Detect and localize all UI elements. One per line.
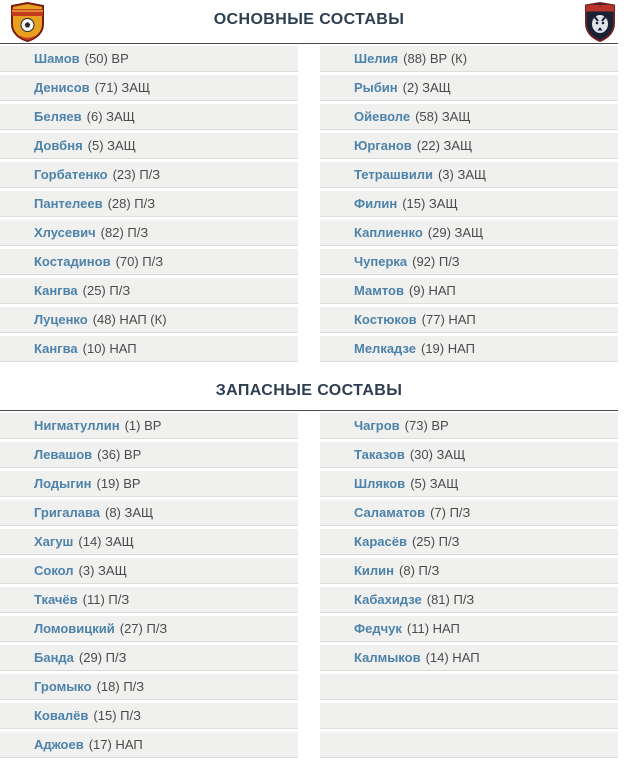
player-name-link[interactable]: Нигматуллин <box>34 418 120 433</box>
away-team-main-lineup <box>320 46 618 365</box>
player-number-position: (2) ЗАЩ <box>402 80 451 95</box>
player-row <box>0 75 298 101</box>
section-reserve-squads <box>0 365 618 761</box>
player-number-position: (25) П/З <box>411 534 460 549</box>
player-row <box>320 336 618 362</box>
player-name-link[interactable]: Хлусевич <box>34 225 96 240</box>
player-name-link[interactable]: Саламатов <box>354 505 426 520</box>
player-number-position: (48) НАП (К) <box>92 312 167 327</box>
reserve-squads-columns <box>0 413 618 761</box>
player-name-link[interactable]: Довбня <box>34 138 83 153</box>
player-row <box>320 278 618 304</box>
player-number-position: (9) НАП <box>408 283 456 298</box>
player-name-link[interactable]: Кангва <box>34 341 78 356</box>
player-row <box>320 133 618 159</box>
player-name-link[interactable]: Шелия <box>354 51 399 66</box>
player-row <box>0 336 298 362</box>
player-name-link[interactable]: Федчук <box>354 621 402 636</box>
player-row <box>0 732 298 758</box>
home-team-main-lineup <box>0 46 298 365</box>
main-squads-title: ОСНОВНЫЕ СОСТАВЫ <box>213 11 405 28</box>
player-number-position: (5) ЗАЩ <box>410 476 459 491</box>
player-name-link[interactable]: Калмыков <box>354 650 421 665</box>
player-number-position: (92) П/З <box>412 254 460 269</box>
player-row <box>320 162 618 188</box>
player-number-position: (8) П/З <box>399 563 440 578</box>
player-name-link[interactable]: Ойеволе <box>354 109 411 124</box>
player-name-link[interactable]: Ковалёв <box>34 708 89 723</box>
player-name-link[interactable]: Кабахидзе <box>354 592 422 607</box>
player-row <box>320 307 618 333</box>
player-number-position: (22) ЗАЩ <box>416 138 473 153</box>
player-number-position: (88) ВР (К) <box>403 51 468 66</box>
player-number-position: (3) ЗАЩ <box>437 167 487 182</box>
player-name-link[interactable]: Кангва <box>34 283 78 298</box>
player-row <box>320 413 618 439</box>
player-row <box>0 220 298 246</box>
player-name-link[interactable]: Хагуш <box>34 534 74 549</box>
home-team-reserve-lineup <box>0 413 298 761</box>
player-number-position: (71) ЗАЩ <box>94 80 151 95</box>
player-number-position: (8) ЗАЩ <box>105 505 154 520</box>
player-row <box>320 645 618 671</box>
player-name-link[interactable]: Банда <box>34 650 74 665</box>
player-number-position: (29) ЗАЩ <box>427 225 484 240</box>
player-row <box>0 249 298 275</box>
empty-row <box>320 732 618 758</box>
player-number-position: (77) НАП <box>421 312 476 327</box>
player-number-position: (11) П/З <box>82 592 130 607</box>
player-row <box>320 104 618 130</box>
player-row <box>0 191 298 217</box>
player-number-position: (1) ВР <box>124 418 162 433</box>
player-row <box>0 529 298 555</box>
player-name-link[interactable]: Григалава <box>34 505 100 520</box>
section-main-squads <box>0 0 618 365</box>
player-name-link[interactable]: Рыбин <box>354 80 398 95</box>
player-name-link[interactable]: Громыко <box>34 679 92 694</box>
player-row <box>320 558 618 584</box>
player-row <box>320 249 618 275</box>
player-row <box>0 616 298 642</box>
player-number-position: (36) ВР <box>97 447 142 462</box>
player-row <box>0 442 298 468</box>
reserve-squads-title: ЗАПАСНЫЕ СОСТАВЫ <box>215 382 403 399</box>
main-squads-columns <box>0 46 618 365</box>
player-name-link[interactable]: Денисов <box>34 80 90 95</box>
player-row <box>320 471 618 497</box>
player-row <box>0 307 298 333</box>
player-name-link[interactable]: Филин <box>354 196 398 211</box>
player-number-position: (7) П/З <box>430 505 471 520</box>
home-team-crest-icon <box>9 2 46 42</box>
player-name-link[interactable]: Каплиенко <box>354 225 423 240</box>
player-row <box>0 471 298 497</box>
player-row <box>320 191 618 217</box>
player-number-position: (15) П/З <box>93 708 141 723</box>
player-row <box>0 162 298 188</box>
away-team-reserve-lineup <box>320 413 618 761</box>
player-number-position: (14) ЗАЩ <box>78 534 134 549</box>
player-row <box>0 645 298 671</box>
player-name-link[interactable]: Шляков <box>354 476 406 491</box>
player-name-link[interactable]: Горбатенко <box>34 167 108 182</box>
player-row <box>320 75 618 101</box>
player-row <box>320 529 618 555</box>
player-name-link[interactable]: Пантелеев <box>34 196 103 211</box>
player-number-position: (19) НАП <box>421 341 475 356</box>
player-row <box>0 558 298 584</box>
reserve-squads-header <box>0 365 618 411</box>
player-row <box>320 587 618 613</box>
player-number-position: (14) НАП <box>425 650 480 665</box>
player-number-position: (25) П/З <box>82 283 131 298</box>
player-number-position: (6) ЗАЩ <box>86 109 135 124</box>
empty-row <box>320 703 618 729</box>
player-number-position: (27) П/З <box>119 621 168 636</box>
main-squads-header <box>0 0 618 44</box>
player-name-link[interactable]: Килин <box>354 563 395 578</box>
player-row <box>320 46 618 72</box>
player-number-position: (18) П/З <box>96 679 145 694</box>
player-number-position: (82) П/З <box>100 225 149 240</box>
player-number-position: (58) ЗАЩ <box>415 109 471 124</box>
player-name-link[interactable]: Ломовицкий <box>34 621 115 636</box>
player-row <box>320 220 618 246</box>
player-name-link[interactable]: Таказов <box>354 447 405 462</box>
player-number-position: (5) ЗАЩ <box>87 138 136 153</box>
player-number-position: (3) ЗАЩ <box>78 563 127 578</box>
player-number-position: (15) ЗАЩ <box>402 196 458 211</box>
player-row <box>320 442 618 468</box>
player-number-position: (81) П/З <box>426 592 475 607</box>
player-number-position: (23) П/З <box>112 167 161 182</box>
player-number-position: (70) П/З <box>115 254 164 269</box>
player-row <box>0 587 298 613</box>
player-name-link[interactable]: Тетрашвили <box>354 167 433 182</box>
player-number-position: (28) П/З <box>107 196 156 211</box>
player-number-position: (30) ЗАЩ <box>409 447 466 462</box>
player-number-position: (10) НАП <box>82 341 137 356</box>
player-number-position: (73) ВР <box>404 418 449 433</box>
player-row <box>0 46 298 72</box>
player-name-link[interactable]: Костадинов <box>34 254 111 269</box>
player-name-link[interactable]: Юрганов <box>354 138 412 153</box>
player-name-link[interactable]: Аджоев <box>34 737 84 752</box>
player-number-position: (50) ВР <box>84 51 129 66</box>
player-name-link[interactable]: Чуперка <box>354 254 408 269</box>
player-row <box>0 500 298 526</box>
player-name-link[interactable]: Мамтов <box>354 283 404 298</box>
player-name-link[interactable]: Костюков <box>354 312 417 327</box>
player-row <box>0 413 298 439</box>
player-number-position: (17) НАП <box>88 737 143 752</box>
player-row <box>320 500 618 526</box>
player-row <box>320 616 618 642</box>
away-team-crest-icon <box>583 2 617 42</box>
player-name-link[interactable]: Сокол <box>34 563 74 578</box>
player-name-link[interactable]: Левашов <box>34 447 93 462</box>
player-row <box>0 104 298 130</box>
player-row <box>0 674 298 700</box>
player-row <box>0 133 298 159</box>
player-name-link[interactable]: Беляев <box>34 109 82 124</box>
player-number-position: (29) П/З <box>78 650 127 665</box>
empty-row <box>320 674 618 700</box>
player-name-link[interactable]: Лодыгин <box>34 476 92 491</box>
player-number-position: (11) НАП <box>406 621 460 636</box>
player-name-link[interactable]: Ткачёв <box>34 592 78 607</box>
player-number-position: (19) ВР <box>96 476 141 491</box>
player-name-link[interactable]: Чагров <box>354 418 400 433</box>
player-row <box>0 278 298 304</box>
player-name-link[interactable]: Шамов <box>34 51 80 66</box>
player-name-link[interactable]: Мелкадзе <box>354 341 416 356</box>
player-name-link[interactable]: Луценко <box>34 312 88 327</box>
player-row <box>0 703 298 729</box>
player-name-link[interactable]: Карасёв <box>354 534 407 549</box>
